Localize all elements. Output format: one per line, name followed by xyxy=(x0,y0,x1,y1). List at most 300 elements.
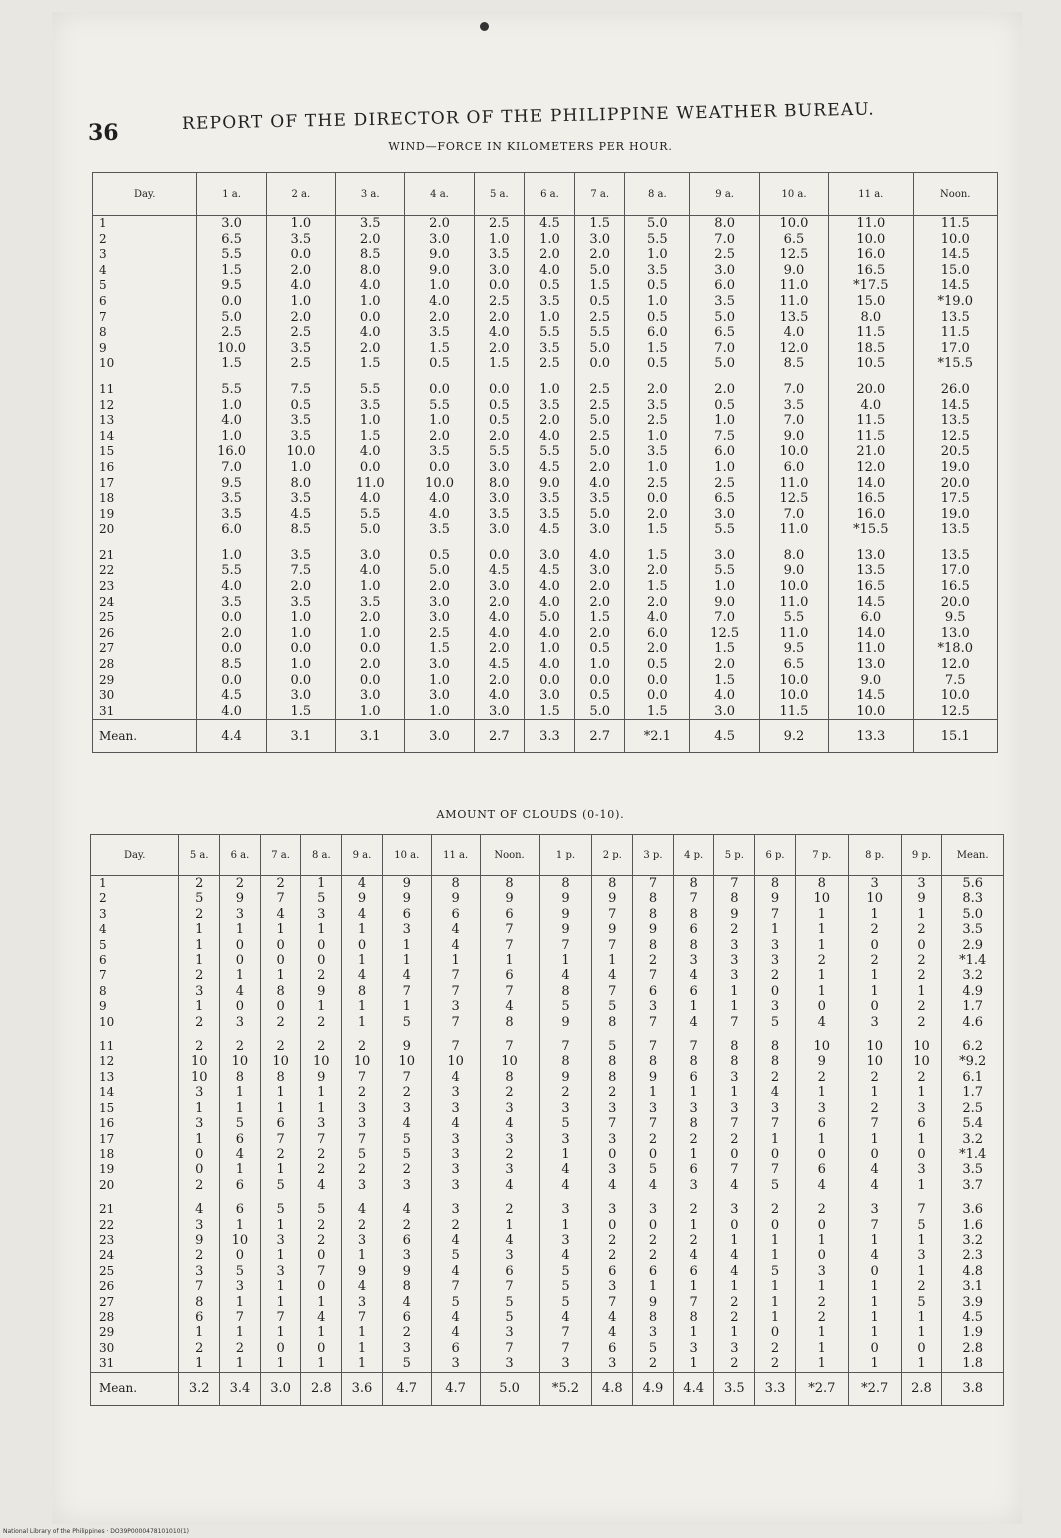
mean-cell: 4.9 xyxy=(633,1372,674,1405)
value-cell: 10 xyxy=(901,1039,942,1054)
value-cell: 1.8 xyxy=(942,1356,1004,1372)
day-cell: 30 xyxy=(93,688,197,704)
value-cell: 3 xyxy=(592,1101,633,1116)
value-cell: 5 xyxy=(431,1248,480,1263)
value-cell: 4.0 xyxy=(524,429,574,445)
value-cell: 5.5 xyxy=(690,522,759,538)
table-row xyxy=(91,1279,1004,1294)
value-cell: 5.5 xyxy=(759,610,828,626)
value-cell: 2.0 xyxy=(266,310,335,326)
day-cell: 17 xyxy=(91,1132,179,1147)
value-cell: 1 xyxy=(260,1295,301,1310)
table-row xyxy=(93,278,998,294)
value-cell: 3 xyxy=(480,1325,539,1340)
value-cell: 2 xyxy=(901,1279,942,1294)
value-cell: 7 xyxy=(755,1162,796,1177)
spacer-cell xyxy=(179,1030,220,1039)
value-cell: 1 xyxy=(301,1101,342,1116)
value-cell: 1 xyxy=(795,1341,848,1356)
value-cell: 1 xyxy=(179,999,220,1014)
value-cell: 8 xyxy=(592,1070,633,1085)
value-cell: 17.0 xyxy=(913,563,997,579)
value-cell: 1.5 xyxy=(625,548,690,564)
value-cell: 9.0 xyxy=(759,263,828,279)
value-cell: 3 xyxy=(714,938,755,953)
value-cell: 2.9 xyxy=(942,938,1004,953)
value-cell: 8 xyxy=(673,1310,714,1325)
day-cell: 28 xyxy=(93,657,197,673)
value-cell: 6 xyxy=(382,1310,431,1325)
value-cell: 7.0 xyxy=(690,610,759,626)
value-cell: 7 xyxy=(480,1341,539,1356)
spacer-cell xyxy=(575,538,625,548)
value-cell: 10 xyxy=(431,1054,480,1069)
value-cell: 0.5 xyxy=(575,641,625,657)
day-cell: 19 xyxy=(93,507,197,523)
value-cell: 3.5 xyxy=(524,294,574,310)
value-cell: 3 xyxy=(342,1116,383,1131)
value-cell: 9 xyxy=(539,1015,592,1030)
value-cell: 1 xyxy=(301,1356,342,1372)
value-cell: 10.0 xyxy=(759,579,828,595)
value-cell: 3 xyxy=(539,1356,592,1372)
value-cell: 1 xyxy=(539,1147,592,1162)
value-cell: 3 xyxy=(382,1101,431,1116)
value-cell: 4.0 xyxy=(336,444,405,460)
value-cell: 5.5 xyxy=(336,382,405,398)
value-cell: 1.7 xyxy=(942,1085,1004,1100)
value-cell: 3 xyxy=(480,1162,539,1177)
mean-cell: 9.2 xyxy=(759,720,828,753)
value-cell: 7.0 xyxy=(759,507,828,523)
value-cell: 10 xyxy=(220,1054,261,1069)
value-cell: 2 xyxy=(901,968,942,983)
value-cell: 1 xyxy=(342,1325,383,1340)
value-cell: 3.2 xyxy=(942,1233,1004,1248)
value-cell: 8 xyxy=(673,938,714,953)
value-cell: 3 xyxy=(592,1202,633,1217)
value-cell: 0.5 xyxy=(524,278,574,294)
value-cell: 3.0 xyxy=(690,548,759,564)
value-cell: 1 xyxy=(539,953,592,968)
day-cell: 3 xyxy=(93,247,197,263)
value-cell: 3 xyxy=(795,1101,848,1116)
value-cell: 12.5 xyxy=(913,429,997,445)
value-cell: 6 xyxy=(901,1116,942,1131)
clouds-header-cell: Day. xyxy=(91,835,179,876)
value-cell: *18.0 xyxy=(913,641,997,657)
value-cell: 10 xyxy=(480,1054,539,1069)
mean-cell: *2.7 xyxy=(848,1372,901,1405)
value-cell: 0 xyxy=(755,984,796,999)
value-cell: 19.0 xyxy=(913,507,997,523)
value-cell: 12.5 xyxy=(759,491,828,507)
value-cell: 0.0 xyxy=(197,610,266,626)
value-cell: 3.0 xyxy=(474,460,524,476)
value-cell: 15.0 xyxy=(913,263,997,279)
value-cell: 1 xyxy=(673,1356,714,1372)
value-cell: 2 xyxy=(848,1070,901,1085)
day-cell: 16 xyxy=(91,1116,179,1131)
spacer-cell xyxy=(266,538,335,548)
value-cell: 8 xyxy=(480,876,539,892)
value-cell: 5 xyxy=(633,1341,674,1356)
value-cell: 6 xyxy=(480,907,539,922)
value-cell: 1 xyxy=(795,1233,848,1248)
value-cell: 2.0 xyxy=(405,429,474,445)
value-cell: 1 xyxy=(260,1279,301,1294)
value-cell: 4 xyxy=(673,968,714,983)
value-cell: 1 xyxy=(301,1085,342,1100)
value-cell: 1.9 xyxy=(942,1325,1004,1340)
value-cell: 3.7 xyxy=(942,1178,1004,1193)
value-cell: 2 xyxy=(592,1085,633,1100)
value-cell: 9 xyxy=(342,1264,383,1279)
value-cell: 2.0 xyxy=(575,595,625,611)
value-cell: 0 xyxy=(301,1248,342,1263)
value-cell: 10 xyxy=(301,1054,342,1069)
value-cell: 4.0 xyxy=(266,278,335,294)
table-row xyxy=(91,938,1004,953)
value-cell: 6 xyxy=(220,1132,261,1147)
day-cell: 10 xyxy=(91,1015,179,1030)
value-cell: 7 xyxy=(592,907,633,922)
value-cell: 8 xyxy=(795,876,848,892)
wind-header-cell: 9 a. xyxy=(690,173,759,216)
value-cell: 16.0 xyxy=(197,444,266,460)
value-cell: 3.0 xyxy=(690,704,759,720)
value-cell: 0 xyxy=(795,1147,848,1162)
value-cell: 3 xyxy=(382,1178,431,1193)
value-cell: 6.5 xyxy=(690,491,759,507)
day-cell: 13 xyxy=(91,1070,179,1085)
value-cell: 8 xyxy=(480,1070,539,1085)
value-cell: 8 xyxy=(633,891,674,906)
table-row xyxy=(91,968,1004,983)
value-cell: 4 xyxy=(480,999,539,1014)
value-cell: 1.0 xyxy=(524,382,574,398)
table-row xyxy=(91,1070,1004,1085)
value-cell: 0.0 xyxy=(625,491,690,507)
table-row xyxy=(93,413,998,429)
value-cell: 0.0 xyxy=(197,294,266,310)
value-cell: 3.5 xyxy=(266,341,335,357)
value-cell: 8 xyxy=(592,876,633,892)
spacer-cell xyxy=(942,1193,1004,1202)
value-cell: 1.0 xyxy=(266,657,335,673)
value-cell: 7 xyxy=(539,1325,592,1340)
table-row xyxy=(91,1039,1004,1054)
value-cell: 3 xyxy=(714,968,755,983)
value-cell: 3.0 xyxy=(336,688,405,704)
value-cell: 1 xyxy=(714,1279,755,1294)
table-row xyxy=(93,382,998,398)
clouds-header-cell: 7 p. xyxy=(795,835,848,876)
value-cell: 9.0 xyxy=(524,476,574,492)
value-cell: 2 xyxy=(633,1132,674,1147)
value-cell: 3 xyxy=(382,1248,431,1263)
value-cell: 3 xyxy=(382,922,431,937)
value-cell: 2 xyxy=(220,876,261,892)
value-cell: 3.0 xyxy=(690,507,759,523)
value-cell: 4 xyxy=(301,1310,342,1325)
value-cell: 2.5 xyxy=(625,413,690,429)
table-row xyxy=(93,579,998,595)
day-cell: 31 xyxy=(93,704,197,720)
value-cell: 10 xyxy=(220,1233,261,1248)
value-cell: 9 xyxy=(382,876,431,892)
value-cell: 12.0 xyxy=(759,341,828,357)
value-cell: 4.0 xyxy=(336,563,405,579)
value-cell: 6 xyxy=(592,1264,633,1279)
value-cell: 3 xyxy=(592,1279,633,1294)
value-cell: 6 xyxy=(592,1341,633,1356)
value-cell: 7 xyxy=(633,1015,674,1030)
value-cell: 1.0 xyxy=(625,247,690,263)
value-cell: 3 xyxy=(342,1233,383,1248)
value-cell: 4.0 xyxy=(405,294,474,310)
value-cell: 10.0 xyxy=(266,444,335,460)
value-cell: 4.0 xyxy=(474,610,524,626)
value-cell: 1 xyxy=(795,1132,848,1147)
value-cell: 9 xyxy=(592,922,633,937)
value-cell: 3 xyxy=(179,984,220,999)
value-cell: 4 xyxy=(382,1202,431,1217)
value-cell: 10 xyxy=(848,1039,901,1054)
value-cell: 1.0 xyxy=(336,704,405,720)
value-cell: 0 xyxy=(633,1218,674,1233)
spacer-cell xyxy=(431,1030,480,1039)
value-cell: 7.5 xyxy=(913,673,997,689)
value-cell: 3.0 xyxy=(405,232,474,248)
day-cell: 6 xyxy=(91,953,179,968)
value-cell: 7 xyxy=(431,968,480,983)
value-cell: 14.5 xyxy=(913,247,997,263)
value-cell: 4.0 xyxy=(336,491,405,507)
value-cell: 1 xyxy=(714,1233,755,1248)
value-cell: 2 xyxy=(848,922,901,937)
value-cell: 11.0 xyxy=(759,626,828,642)
value-cell: 4 xyxy=(480,1178,539,1193)
value-cell: 0 xyxy=(848,1341,901,1356)
value-cell: 1.0 xyxy=(266,626,335,642)
value-cell: 9 xyxy=(539,891,592,906)
value-cell: 3.2 xyxy=(942,968,1004,983)
mean-cell: 4.5 xyxy=(690,720,759,753)
value-cell: 0 xyxy=(848,999,901,1014)
value-cell: 1.0 xyxy=(405,704,474,720)
value-cell: 3.5 xyxy=(336,398,405,414)
group-spacer xyxy=(93,538,998,548)
value-cell: 1 xyxy=(382,999,431,1014)
value-cell: 9 xyxy=(342,891,383,906)
value-cell: 2 xyxy=(342,1218,383,1233)
value-cell: 19.0 xyxy=(913,460,997,476)
value-cell: 1.0 xyxy=(524,641,574,657)
value-cell: 3 xyxy=(592,1162,633,1177)
value-cell: 2 xyxy=(755,968,796,983)
day-cell: 21 xyxy=(91,1202,179,1217)
page-title: REPORT OF THE DIRECTOR OF THE PHILIPPINE WEATHER BUREAU. xyxy=(181,99,876,134)
value-cell: 1 xyxy=(301,922,342,937)
day-cell: 15 xyxy=(91,1101,179,1116)
value-cell: 1.0 xyxy=(625,460,690,476)
value-cell: 9 xyxy=(633,1295,674,1310)
mean-cell: 3.5 xyxy=(714,1372,755,1405)
value-cell: 2.0 xyxy=(524,413,574,429)
value-cell: *15.5 xyxy=(829,522,913,538)
value-cell: 2 xyxy=(301,1233,342,1248)
value-cell: 3 xyxy=(539,1202,592,1217)
value-cell: 2.5 xyxy=(575,310,625,326)
value-cell: 3 xyxy=(633,999,674,1014)
value-cell: 5 xyxy=(480,1295,539,1310)
value-cell: 2 xyxy=(714,1310,755,1325)
value-cell: 12.5 xyxy=(759,247,828,263)
value-cell: 5.5 xyxy=(524,325,574,341)
day-cell: 23 xyxy=(91,1233,179,1248)
value-cell: 2 xyxy=(179,1248,220,1263)
mean-cell: 3.6 xyxy=(342,1372,383,1405)
value-cell: 8.0 xyxy=(336,263,405,279)
spacer-cell xyxy=(539,1030,592,1039)
value-cell: 1 xyxy=(179,1356,220,1372)
value-cell: 2 xyxy=(714,1356,755,1372)
value-cell: 4.5 xyxy=(524,216,574,232)
value-cell: 13.5 xyxy=(913,522,997,538)
value-cell: 7 xyxy=(480,922,539,937)
value-cell: 11.5 xyxy=(829,429,913,445)
value-cell: 8 xyxy=(755,1054,796,1069)
value-cell: 0 xyxy=(342,938,383,953)
value-cell: 2.0 xyxy=(575,579,625,595)
spacer-cell xyxy=(755,1030,796,1039)
day-cell: 28 xyxy=(91,1310,179,1325)
spacer-cell xyxy=(829,372,913,382)
value-cell: 4.5 xyxy=(524,522,574,538)
table-row xyxy=(91,1248,1004,1263)
table-row xyxy=(93,641,998,657)
spacer-cell xyxy=(480,1030,539,1039)
value-cell: 3.5 xyxy=(405,325,474,341)
value-cell: 0.0 xyxy=(336,641,405,657)
spacer-cell xyxy=(759,538,828,548)
value-cell: 2 xyxy=(301,1015,342,1030)
table-row xyxy=(91,1116,1004,1131)
value-cell: 20.0 xyxy=(829,382,913,398)
value-cell: 4 xyxy=(431,1233,480,1248)
value-cell: 6 xyxy=(431,907,480,922)
value-cell: 1 xyxy=(795,938,848,953)
value-cell: 1.0 xyxy=(266,610,335,626)
day-cell: 4 xyxy=(91,922,179,937)
spacer-cell xyxy=(93,372,197,382)
value-cell: 9.0 xyxy=(405,247,474,263)
mean-cell: 2.7 xyxy=(474,720,524,753)
value-cell: 4 xyxy=(220,1147,261,1162)
value-cell: 1 xyxy=(220,922,261,937)
value-cell: 11.0 xyxy=(759,294,828,310)
value-cell: 2 xyxy=(714,1132,755,1147)
day-cell: 4 xyxy=(93,263,197,279)
day-cell: 5 xyxy=(91,938,179,953)
value-cell: 1 xyxy=(260,1218,301,1233)
value-cell: 2.0 xyxy=(474,429,524,445)
value-cell: 0 xyxy=(260,938,301,953)
clouds-table-title: AMOUNT OF CLOUDS (0-10). xyxy=(436,808,625,821)
value-cell: 11.5 xyxy=(913,325,997,341)
mean-cell: 3.1 xyxy=(336,720,405,753)
value-cell: 8.0 xyxy=(266,476,335,492)
value-cell: 1 xyxy=(382,953,431,968)
value-cell: 0.5 xyxy=(405,356,474,372)
value-cell: 3.5 xyxy=(266,548,335,564)
clouds-header-cell: Mean. xyxy=(942,835,1004,876)
spacer-cell xyxy=(690,538,759,548)
spacer-cell xyxy=(539,1193,592,1202)
value-cell: 0.0 xyxy=(266,641,335,657)
value-cell: 1.0 xyxy=(336,626,405,642)
value-cell: 0 xyxy=(755,1147,796,1162)
spacer-cell xyxy=(524,538,574,548)
day-cell: 26 xyxy=(91,1279,179,1294)
value-cell: 2.3 xyxy=(942,1248,1004,1263)
value-cell: 2 xyxy=(480,1085,539,1100)
value-cell: 8 xyxy=(382,1279,431,1294)
value-cell: 1 xyxy=(220,1162,261,1177)
value-cell: 3 xyxy=(592,1132,633,1147)
group-spacer xyxy=(91,1193,1004,1202)
table-row xyxy=(93,460,998,476)
value-cell: 2 xyxy=(480,1147,539,1162)
table-row xyxy=(91,1325,1004,1340)
table-row xyxy=(93,507,998,523)
value-cell: 0 xyxy=(795,1248,848,1263)
value-cell: 2 xyxy=(260,1147,301,1162)
mean-label: Mean. xyxy=(91,1372,179,1405)
value-cell: 3.5 xyxy=(405,522,474,538)
value-cell: 4.0 xyxy=(524,263,574,279)
value-cell: 7 xyxy=(539,1039,592,1054)
value-cell: 3 xyxy=(633,1325,674,1340)
value-cell: 9.0 xyxy=(829,673,913,689)
value-cell: 1 xyxy=(220,1356,261,1372)
value-cell: 2.0 xyxy=(690,382,759,398)
clouds-header-cell: 6 p. xyxy=(755,835,796,876)
mean-label: Mean. xyxy=(93,720,197,753)
value-cell: 6 xyxy=(382,1233,431,1248)
value-cell: 0 xyxy=(795,1218,848,1233)
value-cell: 5.0 xyxy=(524,610,574,626)
table-row xyxy=(93,356,998,372)
value-cell: *19.0 xyxy=(913,294,997,310)
value-cell: 1.0 xyxy=(474,232,524,248)
value-cell: 4.0 xyxy=(524,579,574,595)
value-cell: 11.5 xyxy=(829,413,913,429)
value-cell: 4.0 xyxy=(474,626,524,642)
value-cell: 0.5 xyxy=(266,398,335,414)
value-cell: 3 xyxy=(260,1233,301,1248)
spacer-cell xyxy=(901,1030,942,1039)
value-cell: 7 xyxy=(592,984,633,999)
table-row xyxy=(91,1054,1004,1069)
value-cell: 10.0 xyxy=(829,704,913,720)
spacer-cell xyxy=(901,1193,942,1202)
value-cell: 3.0 xyxy=(690,263,759,279)
value-cell: 5 xyxy=(539,1264,592,1279)
value-cell: 1.0 xyxy=(690,413,759,429)
value-cell: 0 xyxy=(848,1147,901,1162)
